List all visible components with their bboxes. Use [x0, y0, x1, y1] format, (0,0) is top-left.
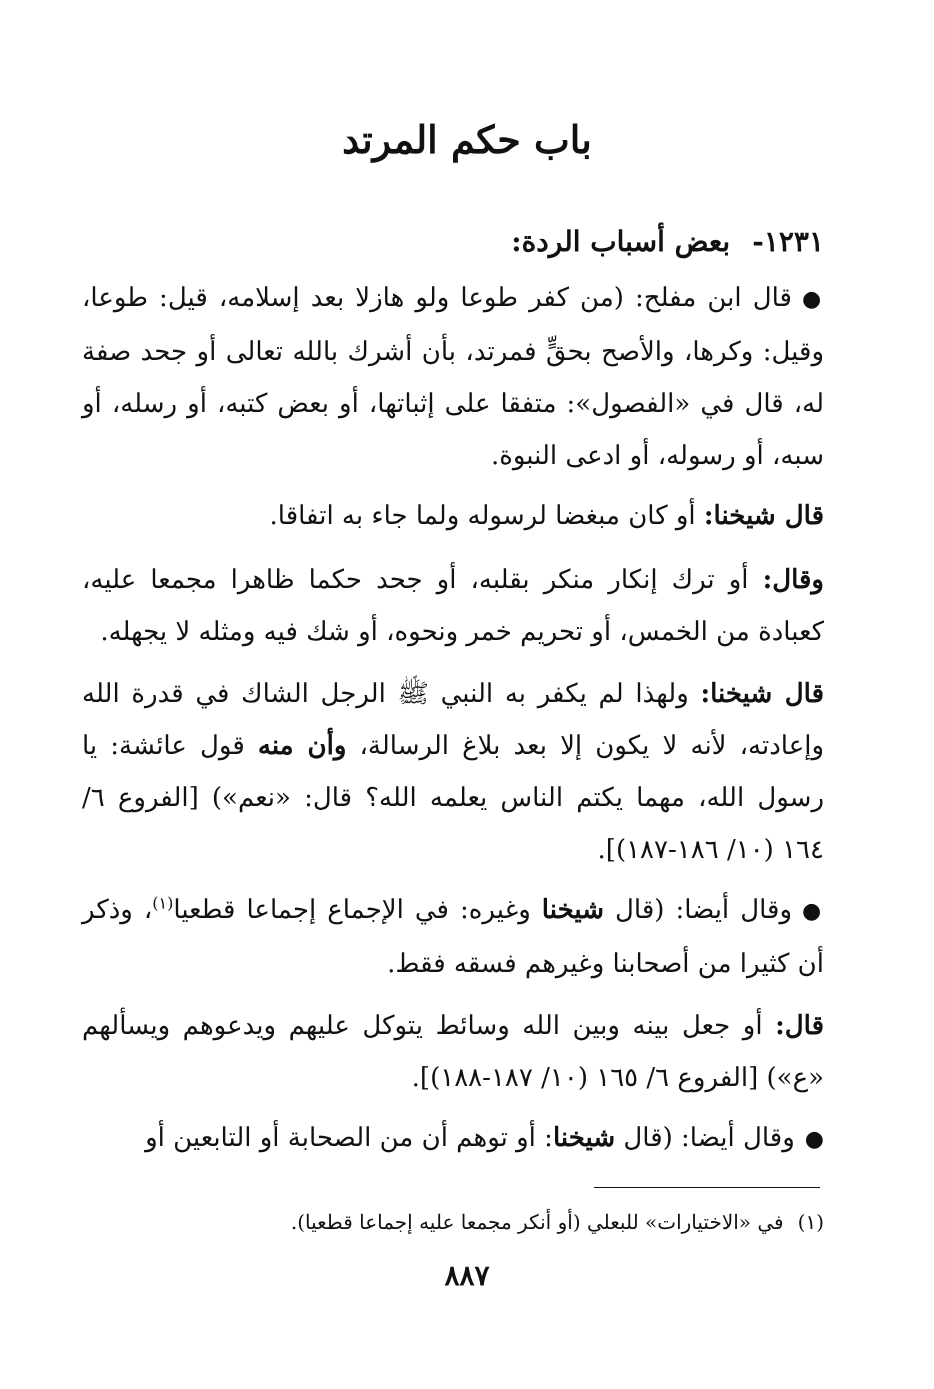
paragraph-3-text: أو ترك إنكار منكر بقلبه، أو جحد حكما ظاهرا مجمعا عليه، كعبادة من الخمس، أو تحريم خمر ونحوه، أو شك فيه ومثله لا يجهله.: [82, 565, 824, 647]
section-title: بعض أسباب الردة:: [511, 225, 731, 258]
paragraph-7-text-1: وقال أيضا: (قال: [615, 1123, 795, 1153]
paragraph-7: [82, 1112, 824, 1166]
paragraph-1: [82, 272, 824, 482]
paragraph-5: [82, 884, 824, 990]
paragraph-3: [82, 554, 824, 658]
chapter-title: باب حكم المرتد: [342, 117, 592, 162]
paragraph-2-text: أو كان مبغضا لرسوله ولما جاء به اتفاقا.: [269, 501, 704, 531]
paragraph-4-text-1: ولهذا لم يكفر به النبي ﷺ الرجل الشاك في قدرة الله وإعادته، لأنه لا يكون إلا بعد بلاغ الرسالة،: [82, 679, 824, 761]
paragraph-1-text: قال ابن مفلح: (من كفر طوعا ولو هازلا بعد إسلامه، قيل: طوعا، وقيل: وكرها، والأصح بحقٍّ فمرتد، بأن أشرك بالله تعالى أو جحد صفة له، قال في «الفصول»: متفقا على إثباتها، أو بعض كتبه، أو رسله، أو سبه، أو رسوله، أو ادعى النبوة.: [82, 283, 824, 471]
footnote: [82, 1202, 824, 1242]
section-number: ١٢٣١-: [752, 225, 824, 258]
paragraph-5-bold: شيخنا: [541, 895, 604, 925]
bullet-icon: ●: [802, 899, 824, 924]
paragraph-7-bold: شيخنا: [552, 1123, 616, 1153]
paragraph-5-text-3: ، وذكر أن كثيرا من أصحابنا وغيرهم فسقه فقط.: [82, 895, 824, 979]
bullet-icon: ●: [804, 1127, 824, 1152]
page-number: ٨٨٧: [444, 1259, 490, 1292]
paragraph-6-text: أو جعل بينه وبين الله وسائط يتوكل عليهم ويدعوهم ويسألهم «ع») [الفروع ٦/ ١٦٥ (١٠/ ١٨٧-١٨٨)].: [82, 1011, 824, 1093]
paragraph-4-lead: قال شيخنا:: [700, 679, 824, 709]
paragraph-7-text-2: : أو توهم أن من الصحابة أو التابعين أو: [145, 1123, 553, 1153]
footnote-text: في «الاختيارات» للبعلي (أو أنكر مجمعا عليه إجماعا قطعيا).: [290, 1210, 784, 1234]
footnote-divider: [594, 1187, 820, 1188]
paragraph-2: [82, 490, 824, 542]
paragraph-5-text-2: وغيره: في الإجماع إجماعا قطعيا: [173, 895, 542, 925]
paragraph-6-lead: قال:: [775, 1011, 824, 1041]
paragraph-5-text-1: وقال أيضا: (قال: [603, 895, 792, 925]
footnote-marker: (١): [797, 1210, 824, 1234]
bullet-icon: ●: [801, 287, 824, 312]
section-heading: [82, 214, 824, 270]
paragraph-4-text-2: قول عائشة: يا رسول الله، مهما يكتم الناس يعلمه الله؟ قال: «نعم») [الفروع ٦/ ١٦٤ (١٠/ ١٨٦-١٨٧)].: [82, 731, 824, 865]
paragraph-3-lead: وقال:: [762, 565, 824, 595]
paragraph-6: [82, 1000, 824, 1104]
paragraph-2-lead: قال شيخنا:: [703, 501, 824, 531]
paragraph-4: [82, 668, 824, 876]
paragraph-4-bold: وأن منه: [257, 731, 347, 761]
footnote-reference[interactable]: (١): [152, 893, 174, 913]
